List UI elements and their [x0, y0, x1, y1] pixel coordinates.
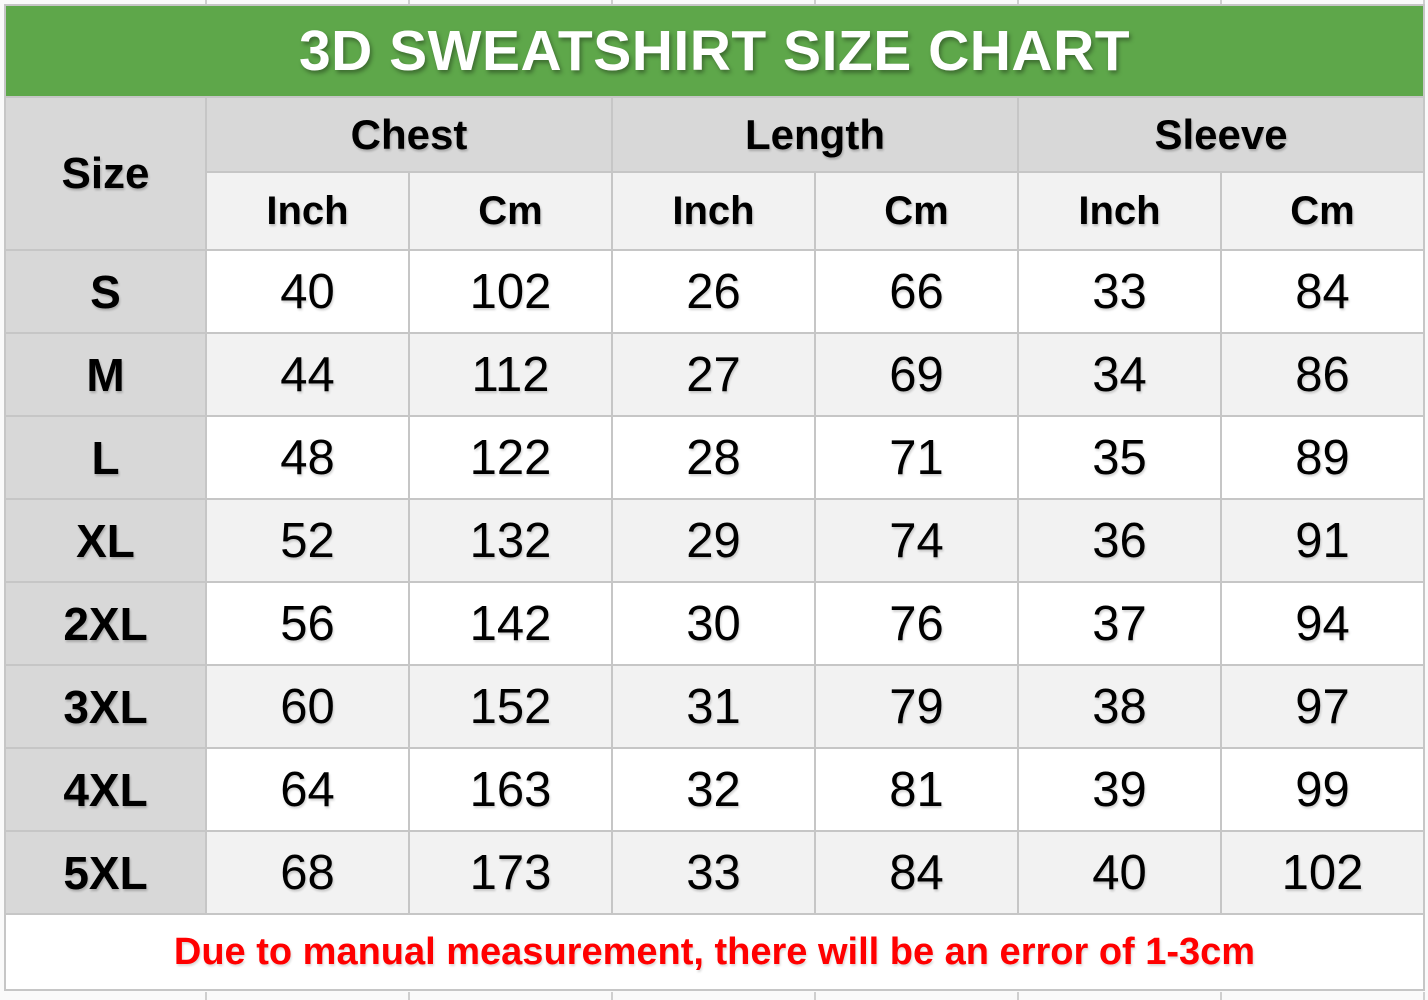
cell-value: 81 [815, 748, 1018, 831]
cell-value: 102 [1221, 831, 1424, 914]
cell-value: 112 [409, 333, 612, 416]
cell-value: 66 [815, 250, 1018, 333]
table-row-xl [5, 499, 1424, 582]
cell-value: 69 [815, 333, 1018, 416]
size-label: M [5, 333, 206, 416]
cell-value: 44 [206, 333, 409, 416]
cell-value: 86 [1221, 333, 1424, 416]
cell-value: 84 [1221, 250, 1424, 333]
column-group-length: Length [612, 97, 1018, 172]
cell-value: 142 [409, 582, 612, 665]
cell-value: 79 [815, 665, 1018, 748]
page-title: 3D SWEATSHIRT SIZE CHART [5, 5, 1424, 97]
column-header-sleeve-cm: Cm [1221, 172, 1424, 250]
table-row-2xl [5, 582, 1424, 665]
cell-value: 31 [612, 665, 815, 748]
cell-value: 132 [409, 499, 612, 582]
table-row-5xl [5, 831, 1424, 914]
cell-value: 35 [1018, 416, 1221, 499]
grid-line [1220, 992, 1222, 1000]
cell-value: 64 [206, 748, 409, 831]
column-header-chest-inch: Inch [206, 172, 409, 250]
cell-value: 29 [612, 499, 815, 582]
cell-value: 52 [206, 499, 409, 582]
cell-value: 38 [1018, 665, 1221, 748]
cell-value: 56 [206, 582, 409, 665]
cell-value: 33 [1018, 250, 1221, 333]
column-header-length-cm: Cm [815, 172, 1018, 250]
group-header-row [5, 97, 1424, 172]
column-header-size: Size [5, 97, 206, 250]
cell-value: 60 [206, 665, 409, 748]
grid-line [1017, 992, 1019, 1000]
column-group-sleeve: Sleeve [1018, 97, 1424, 172]
size-label: XL [5, 499, 206, 582]
cell-value: 33 [612, 831, 815, 914]
grid-line [205, 992, 207, 1000]
size-label: S [5, 250, 206, 333]
size-label: 4XL [5, 748, 206, 831]
cell-value: 97 [1221, 665, 1424, 748]
size-label: 5XL [5, 831, 206, 914]
cell-value: 163 [409, 748, 612, 831]
table-row-s [5, 250, 1424, 333]
title-row [5, 5, 1424, 97]
cell-value: 27 [612, 333, 815, 416]
size-chart-table [4, 4, 1425, 991]
cell-value: 94 [1221, 582, 1424, 665]
table-row-4xl [5, 748, 1424, 831]
table-row-m [5, 333, 1424, 416]
cell-value: 89 [1221, 416, 1424, 499]
size-label: L [5, 416, 206, 499]
table-row-l [5, 416, 1424, 499]
column-group-chest: Chest [206, 97, 612, 172]
cell-value: 99 [1221, 748, 1424, 831]
grid-line [408, 992, 410, 1000]
cell-value: 26 [612, 250, 815, 333]
size-label: 3XL [5, 665, 206, 748]
footnote-row [5, 914, 1424, 990]
table-row-3xl [5, 665, 1424, 748]
cell-value: 40 [206, 250, 409, 333]
measurement-disclaimer: Due to manual measurement, there will be an error of 1-3cm [5, 914, 1424, 990]
column-header-chest-cm: Cm [409, 172, 612, 250]
sub-header-row [5, 172, 1424, 250]
column-header-sleeve-inch: Inch [1018, 172, 1221, 250]
cell-value: 36 [1018, 499, 1221, 582]
cell-value: 37 [1018, 582, 1221, 665]
cell-value: 102 [409, 250, 612, 333]
cell-value: 71 [815, 416, 1018, 499]
grid-line [611, 992, 613, 1000]
grid-line [1423, 992, 1425, 1000]
cell-value: 76 [815, 582, 1018, 665]
cell-value: 30 [612, 582, 815, 665]
cell-value: 84 [815, 831, 1018, 914]
cell-value: 74 [815, 499, 1018, 582]
size-label: 2XL [5, 582, 206, 665]
cell-value: 68 [206, 831, 409, 914]
column-header-length-inch: Inch [612, 172, 815, 250]
cell-value: 173 [409, 831, 612, 914]
cell-value: 40 [1018, 831, 1221, 914]
cell-value: 122 [409, 416, 612, 499]
grid-line [814, 992, 816, 1000]
cell-value: 28 [612, 416, 815, 499]
cell-value: 152 [409, 665, 612, 748]
cell-value: 91 [1221, 499, 1424, 582]
cell-value: 34 [1018, 333, 1221, 416]
cell-value: 39 [1018, 748, 1221, 831]
cell-value: 32 [612, 748, 815, 831]
cell-value: 48 [206, 416, 409, 499]
